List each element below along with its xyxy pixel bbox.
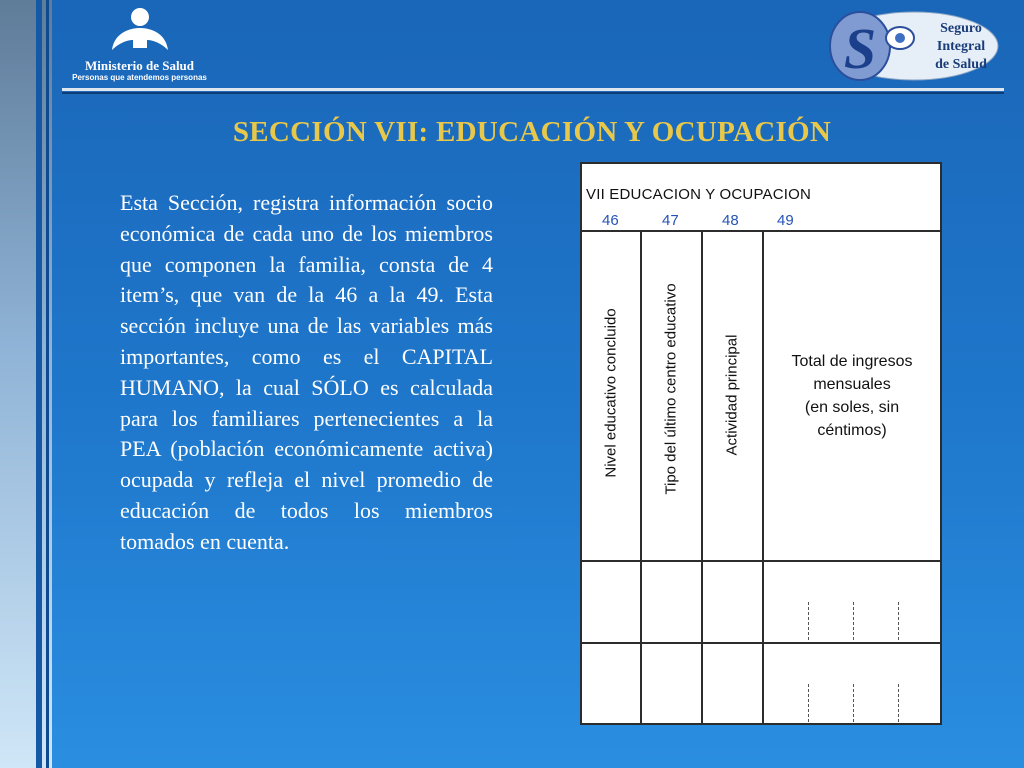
header-divider-shadow — [62, 92, 1004, 94]
slide-title: SECCIÓN VII: EDUCACIÓN Y OCUPACIÓN — [232, 116, 832, 148]
item-number-47: 47 — [662, 212, 679, 229]
left-accent-line — [36, 0, 42, 768]
column-header-49-line2: mensuales — [813, 376, 891, 393]
minsa-emblem-icon — [62, 4, 217, 60]
minsa-logo-tagline: Personas que atendemos personas — [72, 73, 207, 82]
form-header — [582, 164, 942, 232]
row-divider — [582, 642, 942, 644]
digit-separator — [898, 602, 899, 640]
left-accent-line-thin — [46, 0, 49, 768]
minsa-logo-title: Ministerio de Salud — [84, 58, 195, 73]
digit-separator — [853, 602, 854, 640]
item-number-48: 48 — [722, 212, 739, 229]
item-number-46: 46 — [602, 212, 619, 229]
left-decorative-bar — [0, 0, 52, 768]
sis-logo-text — [924, 20, 998, 74]
item-number-49: 49 — [777, 212, 794, 229]
svg-text:S: S — [843, 16, 877, 81]
column-divider — [640, 232, 642, 725]
sis-logo-line1: Seguro — [940, 21, 982, 36]
slide-body-text: Esta Sección, registra información socio económica de cada uno de los miembros que componen la familia, consta de 4 item’s, que van de la 46 a la 49. Esta sección incluye una de las variables más importantes, como es el CAPITAL HUMANO, la cual SÓLO es calculada para los familiares pertenecientes a la PEA (población económicamente activa) ocupada y refleja el nivel promedio de educación de todos los miembros tomados en cuenta. — [120, 190, 493, 554]
column-header-49-line3: (en soles, sin — [804, 399, 900, 416]
sis-logo-line3: de Salud — [935, 57, 987, 72]
row-divider — [582, 560, 942, 562]
column-header-46: Nivel educativo concluido — [602, 308, 620, 478]
digit-separator — [853, 684, 854, 722]
header-divider — [62, 88, 1004, 91]
form-section-vii — [580, 162, 942, 725]
column-header-47: Tipo del último centro educativo — [662, 283, 680, 495]
column-header-49-line4: céntimos) — [817, 422, 887, 439]
seguro-integral-de-salud-logo — [826, 8, 1001, 86]
column-divider — [701, 232, 703, 725]
column-header-49-line1: Total de ingresos — [791, 353, 913, 370]
column-divider — [762, 232, 764, 725]
ministerio-de-salud-logo — [62, 4, 217, 86]
digit-separator — [898, 684, 899, 722]
digit-separator — [808, 684, 809, 722]
sis-logo-line2: Integral — [936, 39, 986, 54]
column-header-49 — [764, 350, 940, 442]
column-header-48: Actividad principal — [723, 334, 741, 456]
digit-separator — [808, 602, 809, 640]
form-title: VII EDUCACION Y OCUPACION — [586, 186, 812, 203]
